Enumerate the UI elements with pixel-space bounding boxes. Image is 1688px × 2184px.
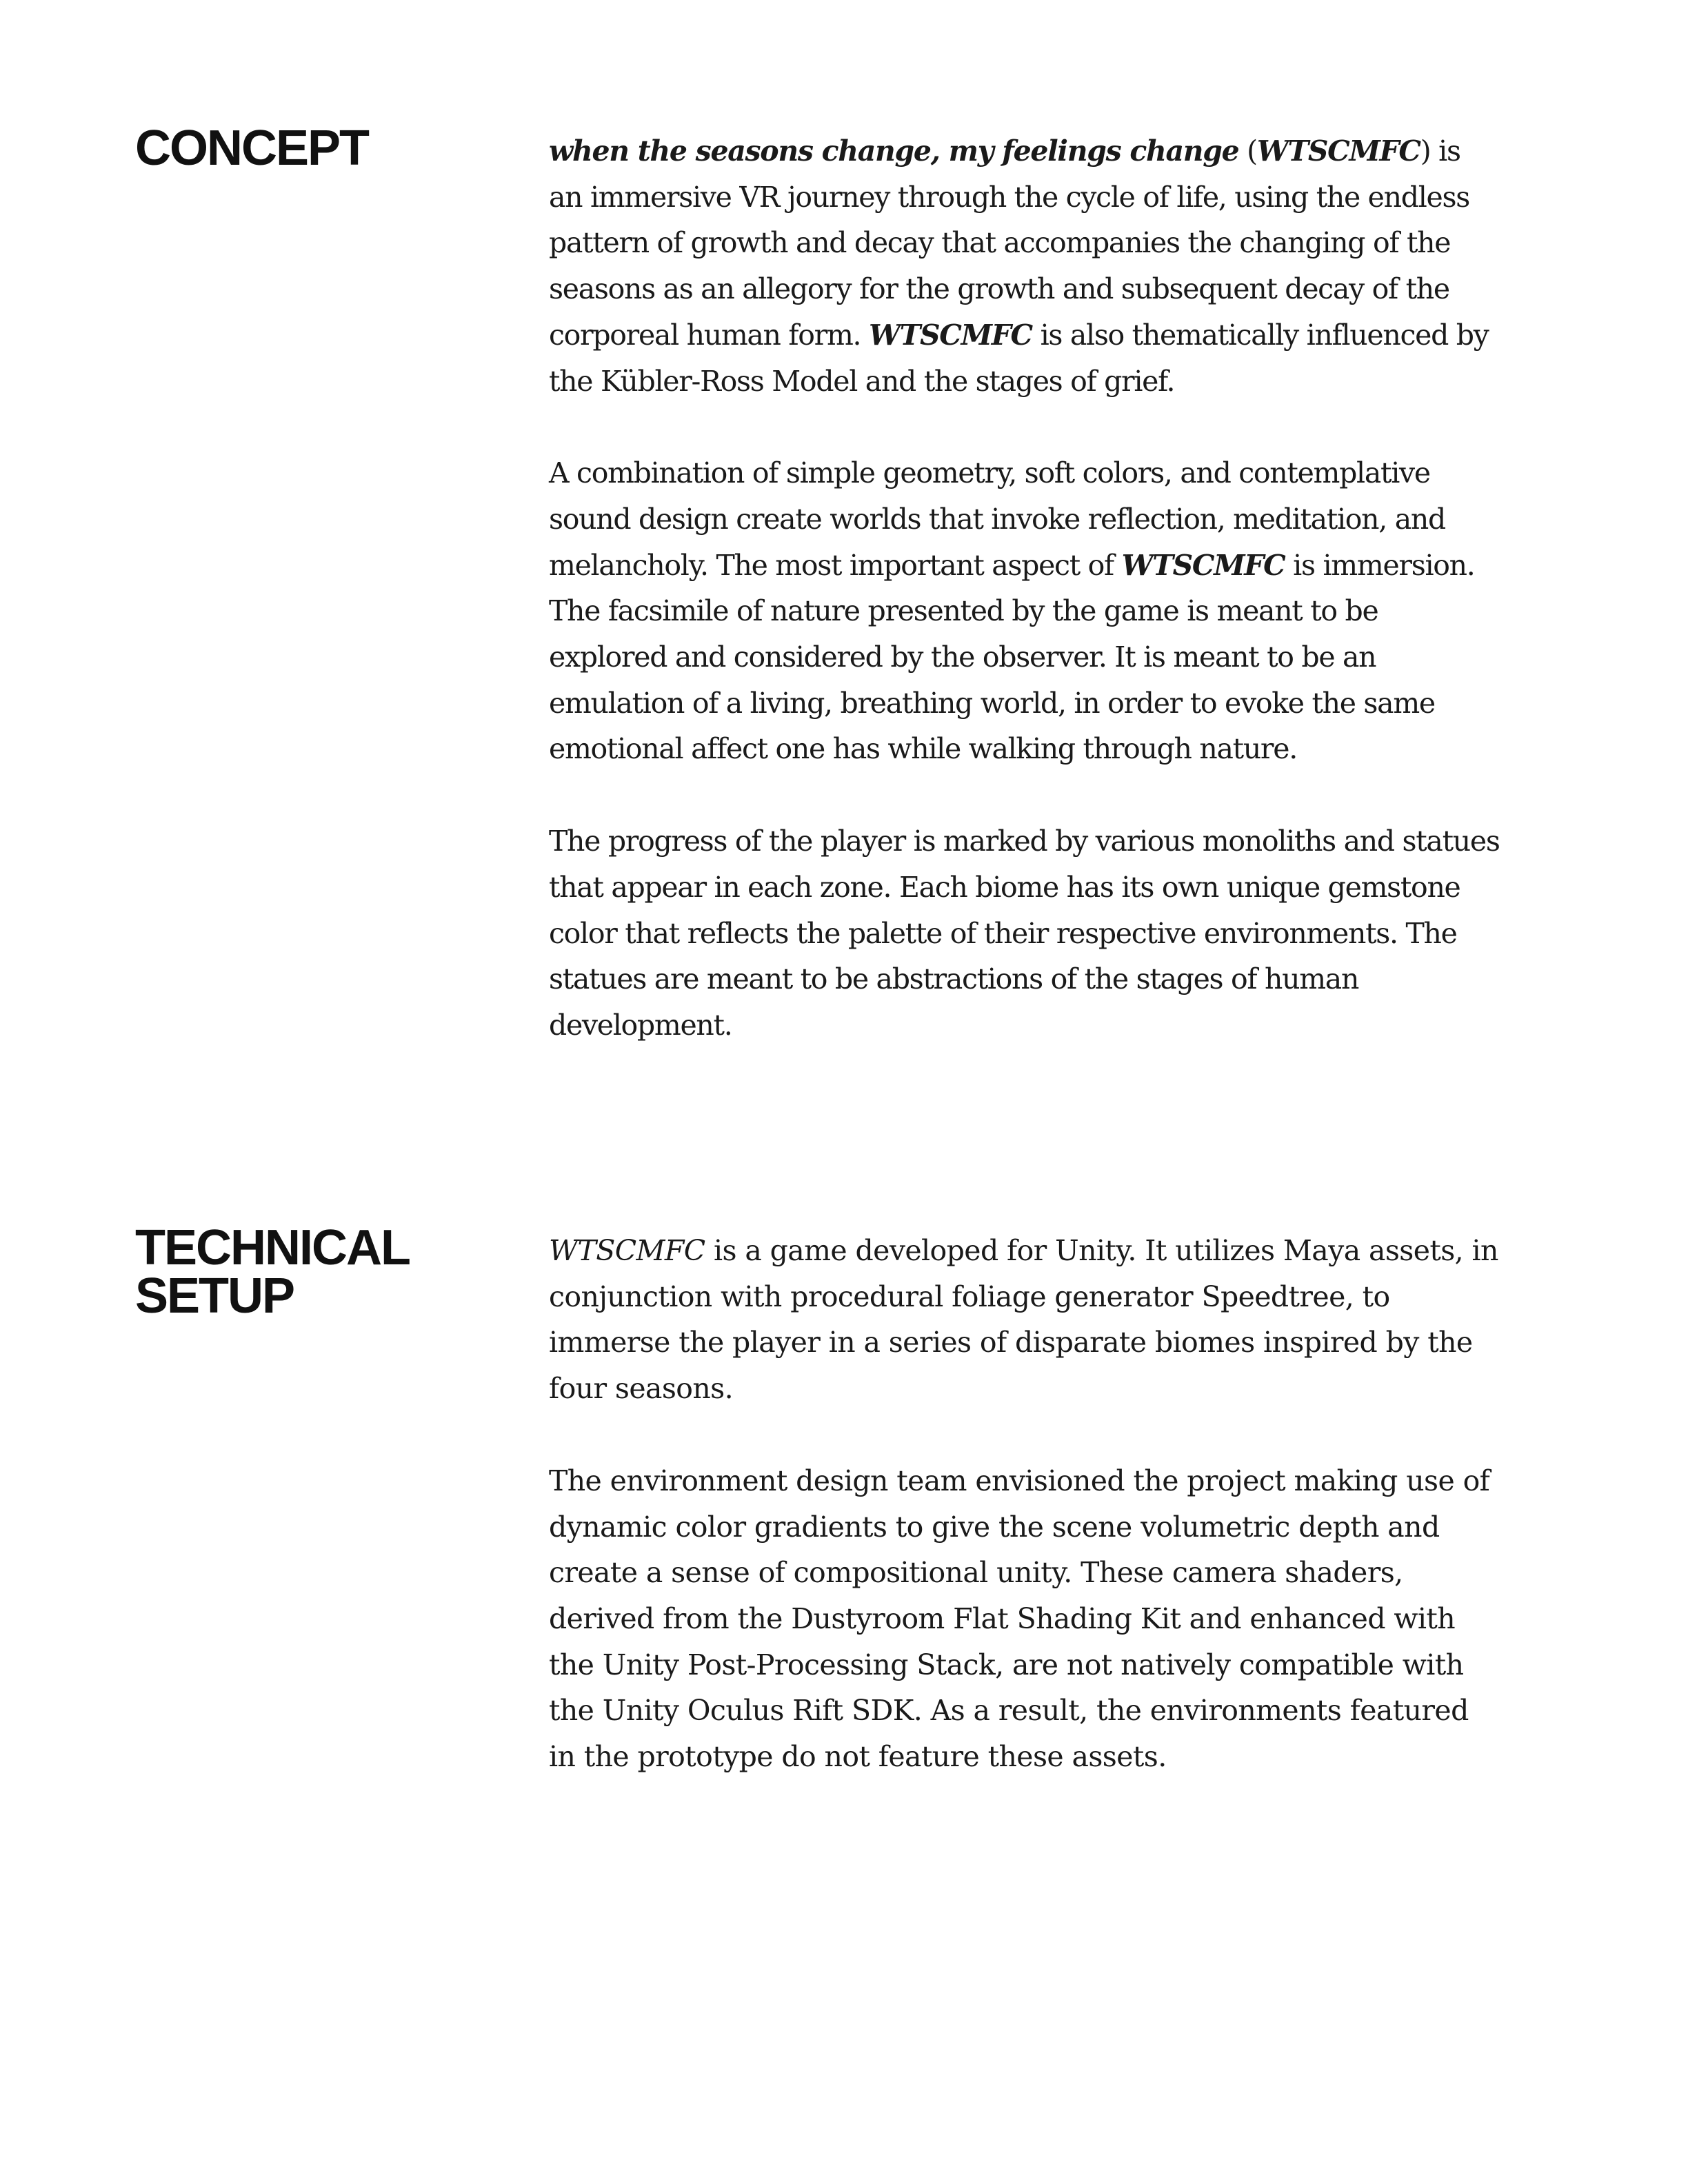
- concept-paragraph-2: [549, 450, 1500, 772]
- concept-paragraph-3: The progress of the player is marked by various monoliths and statues that appear in each zone. Each biome has its own unique gemstone color that reflects the palette of their respective environments. The statues are meant to be abstractions of the stages of human development.: [549, 825, 1500, 1042]
- project-abbreviation: WTSCMFC: [549, 1234, 705, 1267]
- project-abbreviation: WTSCMFC: [1121, 548, 1285, 582]
- project-abbreviation: WTSCMFC: [1256, 134, 1420, 168]
- technical-paragraph-1: [549, 1228, 1500, 1412]
- concept-heading: CONCEPT: [135, 121, 369, 176]
- concept-paragraph-1: [549, 128, 1500, 404]
- text-run: is immersion. The facsimile of nature presented by the game is meant to be explored and considered by the observer. It is meant to be an emulation of a living, breathing world, in order to evoke the same emotional affect one has while walking through nature.: [549, 548, 1475, 766]
- text-run: is also thematically influenced by the Kübler-Ross Model and the stages of grief.: [549, 318, 1489, 398]
- text-run: (: [1238, 134, 1257, 168]
- project-title: when the seasons change, my feelings change: [549, 134, 1239, 168]
- text-run: A combination of simple geometry, soft colors, and contemplative sound design create worlds that invoke reflection, meditation, and melancholy. The most important aspect of: [549, 456, 1445, 582]
- text-run: is a game developed for Unity. It utilizes Maya assets, in conjunction with procedural foliage generator Speedtree, to immerse the player in a series of disparate biomes inspired by the four seasons.: [549, 1234, 1498, 1406]
- heading-line: SETUP: [135, 1268, 294, 1324]
- concept-body: [549, 128, 1500, 1095]
- project-abbreviation: WTSCMFC: [869, 318, 1032, 352]
- technical-setup-heading: [135, 1220, 494, 1324]
- technical-setup-body: [549, 1228, 1500, 1826]
- heading-line: TECHNICAL: [135, 1220, 410, 1275]
- technical-paragraph-2: The environment design team envisioned the project making use of dynamic color gradients to give the scene volumetric depth and create a sense of compositional unity. These camera shaders, derived from the Dustyroom Flat Shading Kit and enhanced with the Unity Post-Processing Stack, are not natively compatible with the Unity Oculus Rift SDK. As a result, the environments featured in the prototype do not feature these assets.: [549, 1464, 1490, 1774]
- text-run: ) is an immersive VR journey through the cycle of life, using the endless pattern of growth and decay that accompanies the changing of the seasons as an allegory for the growth and subsequent decay of the corporeal human form.: [549, 134, 1469, 352]
